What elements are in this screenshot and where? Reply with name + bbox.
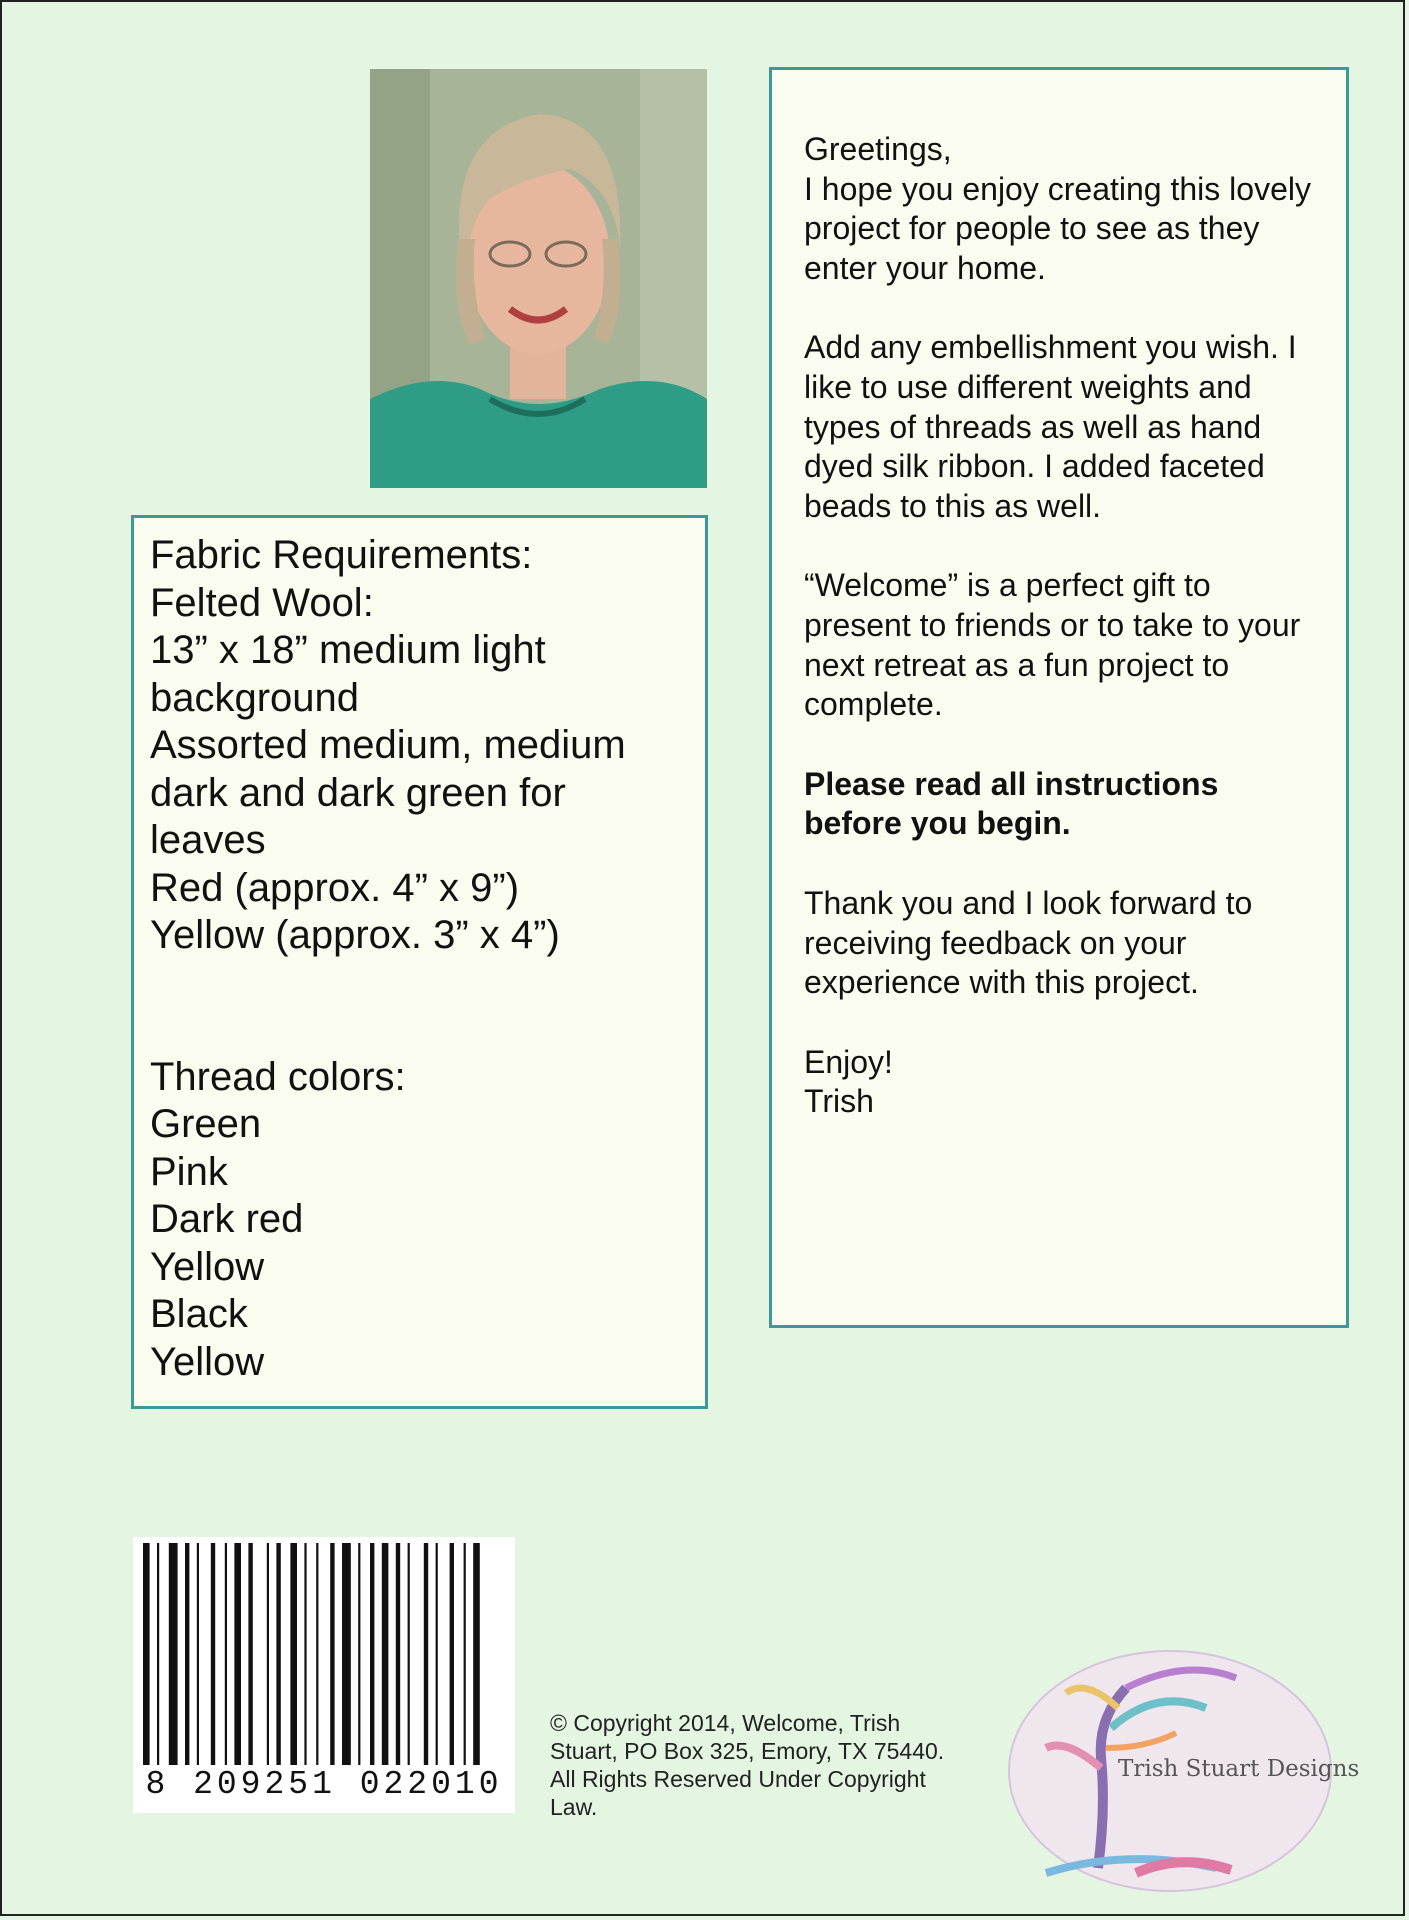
letter-paragraph: I hope you enjoy creating this lovely project for people to see as they enter your home. <box>804 170 1311 286</box>
barcode-bar <box>382 1543 389 1765</box>
instructions-notice: Please read all instructions before you begin. <box>804 765 1219 842</box>
fabric-line: Yellow (approx. 3” x 4”) <box>150 913 560 957</box>
fabric-line: leaves <box>150 818 266 862</box>
barcode-bar <box>143 1543 150 1765</box>
thread-colors-heading: Thread colors: <box>150 1054 406 1099</box>
thread-color-item: Yellow <box>150 1339 265 1384</box>
letter-paragraph: “Welcome” is a perfect gift to present to friends or to take to your next retreat as a fun project to complete. <box>804 567 1301 723</box>
fabric-line: Red (approx. 4” x 9”) <box>150 865 520 910</box>
fabric-line: Felted Wool: <box>150 580 374 625</box>
barcode-bar <box>304 1543 306 1765</box>
fabric-line: background <box>150 675 360 720</box>
barcode-bar <box>234 1543 241 1765</box>
barcode-bar <box>225 1543 227 1765</box>
barcode-bar <box>424 1543 428 1765</box>
letter-greeting: Greetings, <box>804 131 952 167</box>
barcode-bar <box>464 1543 466 1765</box>
barcode-bar <box>396 1543 400 1765</box>
letter-paragraph: Add any embellishment you wish. I like to use different weights and types of threads as well as hand dyed silk ribbon. I added faceted beads to this as well. <box>804 329 1297 524</box>
spacer <box>150 960 689 1054</box>
designer-portrait-photo <box>370 69 707 488</box>
logo-text: Trish Stuart Designs <box>1118 1756 1360 1782</box>
fabric-requirements-box <box>131 515 708 1409</box>
fabric-line: 13” x 18” medium light <box>150 628 546 672</box>
barcode-bar <box>290 1543 297 1765</box>
thread-color-item: Yellow <box>150 1244 265 1289</box>
greeting-letter-box <box>769 67 1349 1328</box>
thread-color-item: Black <box>150 1292 248 1336</box>
barcode-bar <box>276 1543 280 1765</box>
barcode-bar <box>358 1543 360 1765</box>
copyright-notice: © Copyright 2014, Welcome, Trish Stuart, PO Box 325, Emory, TX 75440. All Rights Reserved Under Copyright Law. <box>550 1710 945 1820</box>
barcode <box>133 1537 515 1813</box>
fabric-line: Assorted medium, medium <box>150 723 626 767</box>
barcode-bar <box>316 1543 318 1765</box>
barcode-bar <box>197 1543 199 1765</box>
barcode-bar <box>157 1543 159 1765</box>
thread-color-item: Pink <box>150 1149 228 1194</box>
barcode-bar <box>473 1543 480 1765</box>
barcode-digits: 8 209251 022010 <box>145 1766 503 1803</box>
barcode-bar <box>370 1543 374 1765</box>
thread-color-item: Green <box>150 1102 262 1146</box>
barcode-bar <box>330 1543 334 1765</box>
barcode-bar <box>342 1543 351 1765</box>
letter-signature: Trish <box>804 1083 874 1120</box>
barcode-bar <box>169 1543 178 1765</box>
fabric-line: Fabric Requirements: <box>150 533 533 577</box>
fabric-line: dark and dark green for <box>150 770 566 815</box>
barcode-bar <box>185 1543 189 1765</box>
barcode-bar <box>248 1543 252 1765</box>
trish-stuart-designs-logo <box>1006 1648 1360 1895</box>
barcode-bar <box>211 1543 215 1765</box>
barcode-bar <box>267 1543 269 1765</box>
thread-color-item: Dark red <box>150 1197 304 1241</box>
barcode-bar <box>408 1543 410 1765</box>
barcode-bar <box>450 1543 454 1765</box>
letter-closing: Enjoy! <box>804 1043 893 1080</box>
barcode-bar <box>436 1543 438 1765</box>
letter-paragraph: Thank you and I look forward to receiving feedback on your experience with this project. <box>804 884 1253 1001</box>
